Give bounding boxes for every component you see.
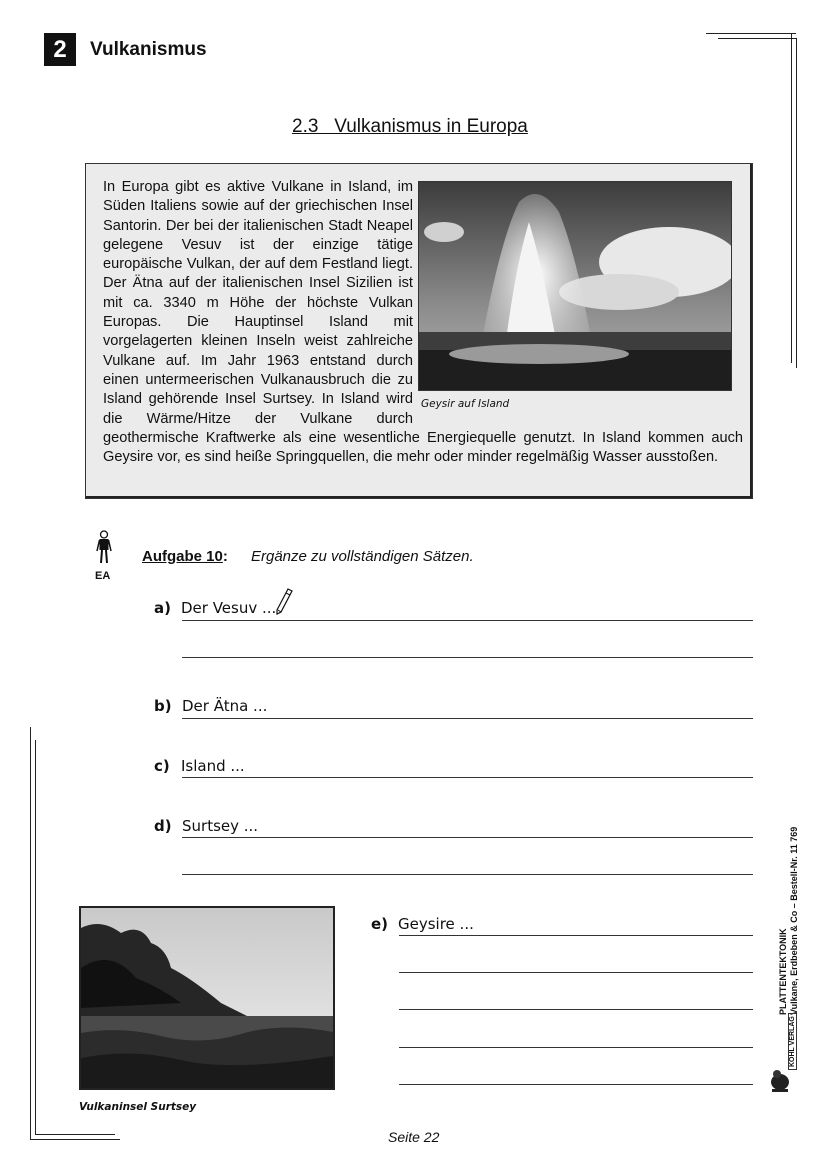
chapter-title: Vulkanismus [90,39,207,60]
book-title: PLATTENTEKTONIK [778,928,788,1015]
answer-line[interactable] [399,972,753,973]
item-letter-a: a) [154,599,171,617]
item-letter-b: b) [154,697,172,715]
item-letter-e: e) [371,915,389,933]
frame-line [30,1139,120,1140]
pencil-icon [275,588,293,621]
publisher-logo: KOHL VERLAG [788,1013,797,1070]
item-text-c: Island ... [181,757,245,775]
answer-line[interactable] [182,657,753,658]
task-label-text: Aufgabe 10 [142,548,223,565]
frame-line [718,38,796,39]
frame-line [35,740,36,1134]
answer-line[interactable] [399,1084,753,1085]
answer-line[interactable] [399,935,753,936]
book-subtitle: Vulkane, Erdbeben & Co – Bestell-Nr. 11 769 [789,826,799,1015]
frame-line [30,727,31,1139]
task-label [142,548,228,565]
work-mode-label: EA [95,570,111,582]
section-title: 2.3 Vulkanismus in Europa [292,116,528,137]
answer-line[interactable] [182,837,753,838]
item-text-a: Der Vesuv ... [181,599,277,617]
item-letter-d: d) [154,817,172,835]
frame-line [791,33,792,363]
answer-line[interactable] [182,718,753,719]
surtsey-image [81,908,333,1088]
publisher-mascot-icon [769,1068,791,1099]
surtsey-photo [79,906,335,1090]
frame-line [35,1134,115,1135]
student-figure-icon [96,530,112,573]
item-text-d: Surtsey ... [182,817,259,835]
chapter-number: 2 [44,33,76,66]
geysir-image [419,182,731,390]
info-text: In Europa gibt es aktive Vulkane in Island, im Süden Italiens sowie auf der griechischen Insel Santorin. Der bei der italienischen Stadt Neapel gelegene Vesuv ist der einzige tätige europäische Vulkan, der auf dem Festland liegt. Der Ätna auf der italienischen Insel Sizilien ist mit ca. 3340 m Höhe der höchste Vulkan Europas. Die Hauptinsel Island mit vorgelagerten kleinen Inseln weist zahlreiche Vulkane auf. Im Jahr 1963 entstand durch einen untermeerischen Vulkanausbruch die zu Island gehörende Insel Surtsey. In Island wird die Wärme/Hitze der Vulkane durch geothermische Kraftwerke als eine wesentliche Energiequelle genutzt. In Island kommen auch Geysire vor, es sind heiße Springquellen, die mehr oder minder regelmäßig Wasser ausstoßen. [103,179,743,466]
geysir-caption: Geysir auf Island [421,398,510,410]
item-text-b: Der Ätna ... [182,697,268,715]
item-text-e: Geysire ... [398,915,474,933]
surtsey-caption: Vulkaninsel Surtsey [79,1101,197,1113]
geysir-photo [418,181,732,391]
page-number: Seite 22 [388,1129,440,1145]
frame-line [706,33,796,34]
answer-line[interactable] [399,1047,753,1048]
task-instruction: Ergänze zu vollständigen Sätzen. [251,548,474,565]
task-label-colon: : [222,548,228,565]
answer-line[interactable] [182,874,753,875]
frame-line [796,38,797,368]
answer-line[interactable] [399,1009,753,1010]
item-letter-c: c) [154,757,170,775]
answer-line[interactable] [182,620,753,621]
answer-line[interactable] [182,777,753,778]
